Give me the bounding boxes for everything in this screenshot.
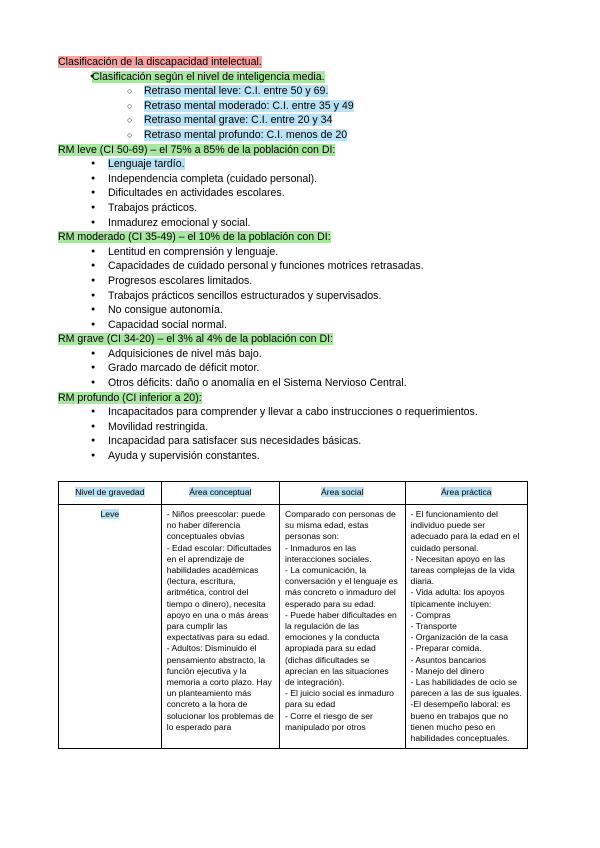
list-item: ● Capacidad social normal. — [58, 318, 558, 333]
list-item: ● Adquisiciones de nivel más bajo. — [58, 347, 558, 362]
list-item: ● Lentitud en comprensión y lenguaje. — [58, 245, 558, 260]
classification-bullet: ● Clasificación según el nivel de inteligencia media. — [58, 70, 558, 85]
social-cell: Comparado con personas de su misma edad, estas personas son: - Inmaduros en las interacciones sociales. - La comunicación, la conversación y el lenguaje es más concreto o inmaduro del esperado para su edad. - Puede haber dificultades en la regulación de las emociones y la conducta apropiada para su edad (dichas dificultades se aprecian en las situaciones de integración). - El juicio social es inmaduro para su edad - Corre el riesgo de ser manipulado por otros — [280, 505, 406, 749]
section-title-grave: RM grave (CI 34-20) – el 3% al 4% de la población con DI: — [58, 333, 333, 346]
list-item: ● Dificultades en actividades escolares. — [58, 186, 558, 201]
list-item: ● Incapacidad para satisfacer sus necesidades básicas. — [58, 434, 558, 449]
classification-subitem: ○ Retraso mental profundo: C.I. menos de 20 — [58, 128, 558, 143]
table-row — [59, 505, 528, 749]
list-item: ● Otros déficits: daño o anomalía en el Sistema Nervioso Central. — [58, 376, 558, 391]
list-item: ● Trabajos prácticos sencillos estructurados y supervisados. — [58, 289, 558, 304]
severity-table — [58, 481, 528, 749]
list-item: ● Incapacitados para comprender y llevar a cabo instrucciones o requerimientos. — [58, 405, 558, 420]
classification-subitem: ○ Retraso mental leve: C.I. entre 50 y 69. — [58, 84, 558, 99]
list-item: ● Independencia completa (cuidado personal). — [58, 172, 558, 187]
list-item: ● No consigue autonomía. — [58, 303, 558, 318]
table-header-row — [59, 482, 528, 505]
page-heading: Clasificación de la discapacidad intelectual. — [58, 56, 262, 68]
list-item: ● Progresos escolares limitados. — [58, 274, 558, 289]
classification-subitem: ○ Retraso mental moderado: C.I. entre 35 y 49 — [58, 99, 558, 114]
list-item: ● Trabajos prácticos. — [58, 201, 558, 216]
document-body — [58, 55, 558, 464]
list-item: ● Lenguaje tardío. — [58, 157, 558, 172]
level-cell: Leve — [59, 505, 162, 749]
list-item: ● Grado marcado de déficit motor. — [58, 361, 558, 376]
table-header: Nivel de gravedad — [59, 482, 162, 505]
practical-cell: - El funcionamiento del individuo puede ser adecuado para la edad en el cuidado personal. - Necesitan apoyo en las tareas complejas de la vida diaria. - Vida adulta: los apoyos típicamente incluyen: - Compras - Transporte - Organización de la casa - Preparar comida. - Asuntos bancarios - Manejo del dinero - Las habilidades de ocio se parecen a las de sus iguales. -El desempeño laboral: es bueno en trabajos que no tienen mucho peso en habilidades conceptuales. — [405, 505, 527, 749]
section-title-moderado: RM moderado (CI 35-49) – el 10% de la población con DI: — [58, 231, 331, 244]
list-item: ● Ayuda y supervisión constantes. — [58, 449, 558, 464]
list-item: ● Movilidad restringida. — [58, 420, 558, 435]
section-title-leve: RM leve (CI 50-69) – el 75% a 85% de la población con DI: — [58, 143, 336, 156]
table-header: Área conceptual — [161, 482, 279, 505]
classification-subitem: ○ Retraso mental grave: C.I. entre 20 y 34 — [58, 113, 558, 128]
list-item: ● Capacidades de cuidado personal y funciones motrices retrasadas. — [58, 259, 558, 274]
section-title-profundo: RM profundo (CI inferior a 20): — [58, 391, 202, 404]
conceptual-cell: - Niños preescolar: puede no haber diferencia conceptuales obvias - Edad escolar: Dificultades en el aprendizaje de habilidades académicas (lectura, escritura, aritmética, control del tiempo o dinero), necesita apoyo en una o más áreas para cumplir las expectativas para su edad. - Adultos: Disminuido el pensamiento abstracto, la función ejecutiva y la memoria a corto plazo. Hay un planteamiento más concreto a la hora de solucionar los problemas de lo esperado para — [161, 505, 279, 749]
heading-line — [58, 55, 558, 70]
table-header: Área práctica — [405, 482, 527, 505]
list-item: ● Inmadurez emocional y social. — [58, 216, 558, 231]
table-header: Área social — [280, 482, 406, 505]
